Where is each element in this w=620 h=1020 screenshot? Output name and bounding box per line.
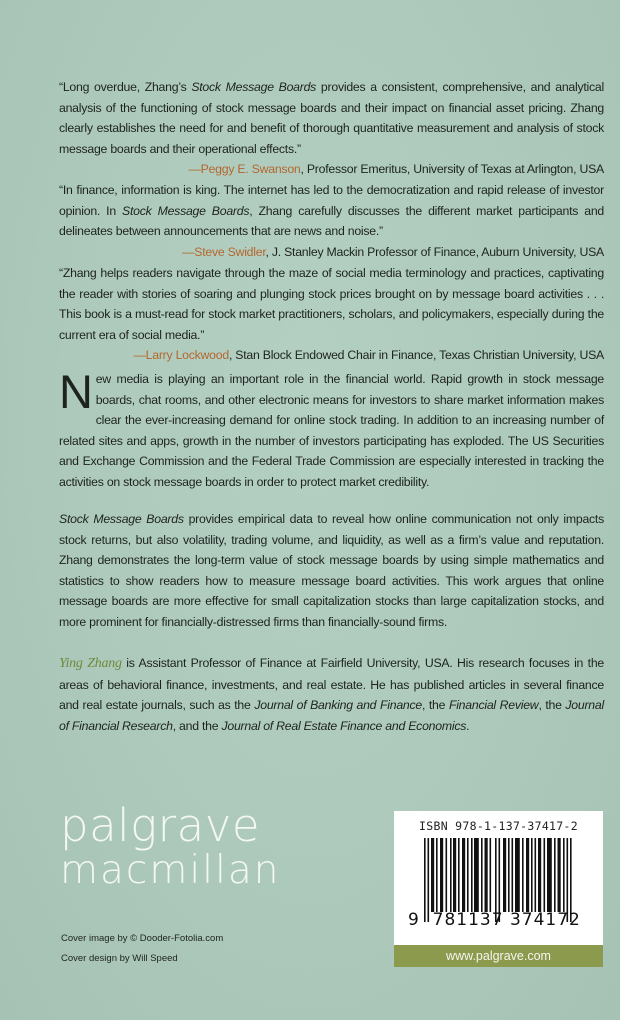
review-quote-2: [59, 180, 604, 262]
review-quote-1: [59, 77, 604, 180]
drop-cap: N: [59, 365, 93, 418]
cover-image-credit: Cover image by © Dooder-Fotolia.com: [61, 933, 224, 944]
book-title-italic: Stock Message Boards: [122, 203, 250, 218]
book-title-italic: Stock Message Boards: [191, 80, 317, 94]
description-body: ew media is playing an important role in the financial world. Rapid growth in stock message boards, chat rooms, and other electronic means for investors to share market information makes clear the ever-increasing demand for online stock trading. In addition to an increasing number of related sites and apps, growth in the number of investors participating has exploded. The US Securities and Exchange Commission and the Federal Trade Commission are especially interested in tracking the activities on stock message boards in order to protect market credibility.: [59, 372, 604, 489]
isbn-label: ISBN 978-1-137-37417-2: [419, 819, 578, 833]
journal-title: Journal of Real Estate Finance and Economics: [221, 718, 467, 733]
bio-text: , the: [538, 698, 566, 713]
bio-text: is Assistant Professor of Finance at Fairfield University, USA. His research focuses in the areas of behavioral finance, investments, and real estate. He has published articles in several finance and real estate journals, such as the: [59, 656, 604, 713]
publisher-website: www.palgrave.com: [394, 945, 603, 967]
attribution-title: , Stan Block Endowed Chair in Finance, Texas Christian University, USA: [228, 348, 604, 363]
description-paragraph-1: [59, 365, 604, 493]
barcode-digit-group-2: 374172: [509, 910, 581, 930]
book-title-italic: Stock Message Boards: [59, 512, 184, 526]
description-text: [59, 365, 604, 493]
author-bio-text: [59, 653, 604, 736]
quote-text: [59, 180, 604, 242]
cover-design-credit: Cover design by Will Speed: [61, 953, 178, 964]
bio-text: .: [466, 718, 470, 733]
author-name: Ying Zhang: [59, 656, 122, 671]
quote-text-end: provides a consistent, comprehensive, and analytical analysis of the functioning of stock message boards and their impact on financial asset pricing. Zhang clearly establishes the need for and benefit of thorough quantitative measurement and analysis of stock message boards and their operational effects.”: [59, 80, 604, 156]
attribution-title: , J. Stanley Mackin Professor of Finance, Auburn University, USA: [265, 244, 604, 259]
isbn-barcode-box: [394, 811, 603, 945]
attribution-title: , Professor Emeritus, University of Texas at Arlington, USA: [300, 162, 604, 177]
barcode-digit-group-1: 781137: [432, 910, 504, 930]
quote-text-start: “Zhang helps readers navigate through the maze of social media terminology and practices, captivating the reader with stories of soaring and plunging stock prices brought on by message board activities . . . This book is a must-read for stock market practitioners, scholars, and policymakers, especially during the current era of social media.”: [59, 266, 604, 342]
quote-text-end: , Zhang carefully discusses the different market participants and delineates between announcements that are news and noise.”: [59, 203, 605, 239]
description-body: provides empirical data to reveal how online communication not only impacts stock returns, but also volatility, trading volume, and liquidity, as well as a firm’s value and reputation. Zhang demonstrates the long-term value of stock message boards by using simple mathematics and statistics to show readers how to measure message board activities. This work argues that online message boards are more effective for small capitalization stocks than large capitalization stocks, and more prominent for financially-distressed firms than financially-sound firms.: [59, 512, 604, 629]
attribution-name: —Larry Lockwood: [133, 348, 229, 363]
journal-title: Journal of Banking and Finance: [254, 698, 422, 713]
barcode-digit-prefix: 9: [408, 910, 420, 930]
bio-text: , the: [421, 698, 449, 713]
description-text: [59, 509, 604, 633]
journal-title: Financial Review: [448, 698, 539, 713]
publisher-logo: [60, 799, 281, 893]
logo-palgrave: palgrave: [60, 799, 261, 852]
quote-attribution: [59, 159, 604, 180]
logo-macmillan: macmillan: [60, 848, 281, 893]
quote-text-start: “In finance, information is king. The internet has led to the democratization and rapid release of investor opinion. In: [59, 183, 604, 218]
author-bio: [59, 653, 604, 736]
attribution-name: —Peggy E. Swanson: [188, 162, 301, 177]
bio-text: , and the: [172, 718, 222, 733]
attribution-name: —Steve Swidler: [182, 244, 266, 259]
quote-attribution: [59, 345, 604, 366]
journal-title: Journal of Financial Research: [59, 698, 604, 733]
barcode-digits: [408, 910, 581, 930]
review-quote-3: [59, 263, 604, 366]
cover-credits: [61, 929, 223, 969]
quote-attribution: [59, 242, 604, 263]
quote-text-start: “Long overdue, Zhang’s: [59, 80, 192, 94]
quote-text: [59, 77, 604, 159]
quote-text: [59, 263, 604, 345]
description-paragraph-2: [59, 509, 604, 633]
